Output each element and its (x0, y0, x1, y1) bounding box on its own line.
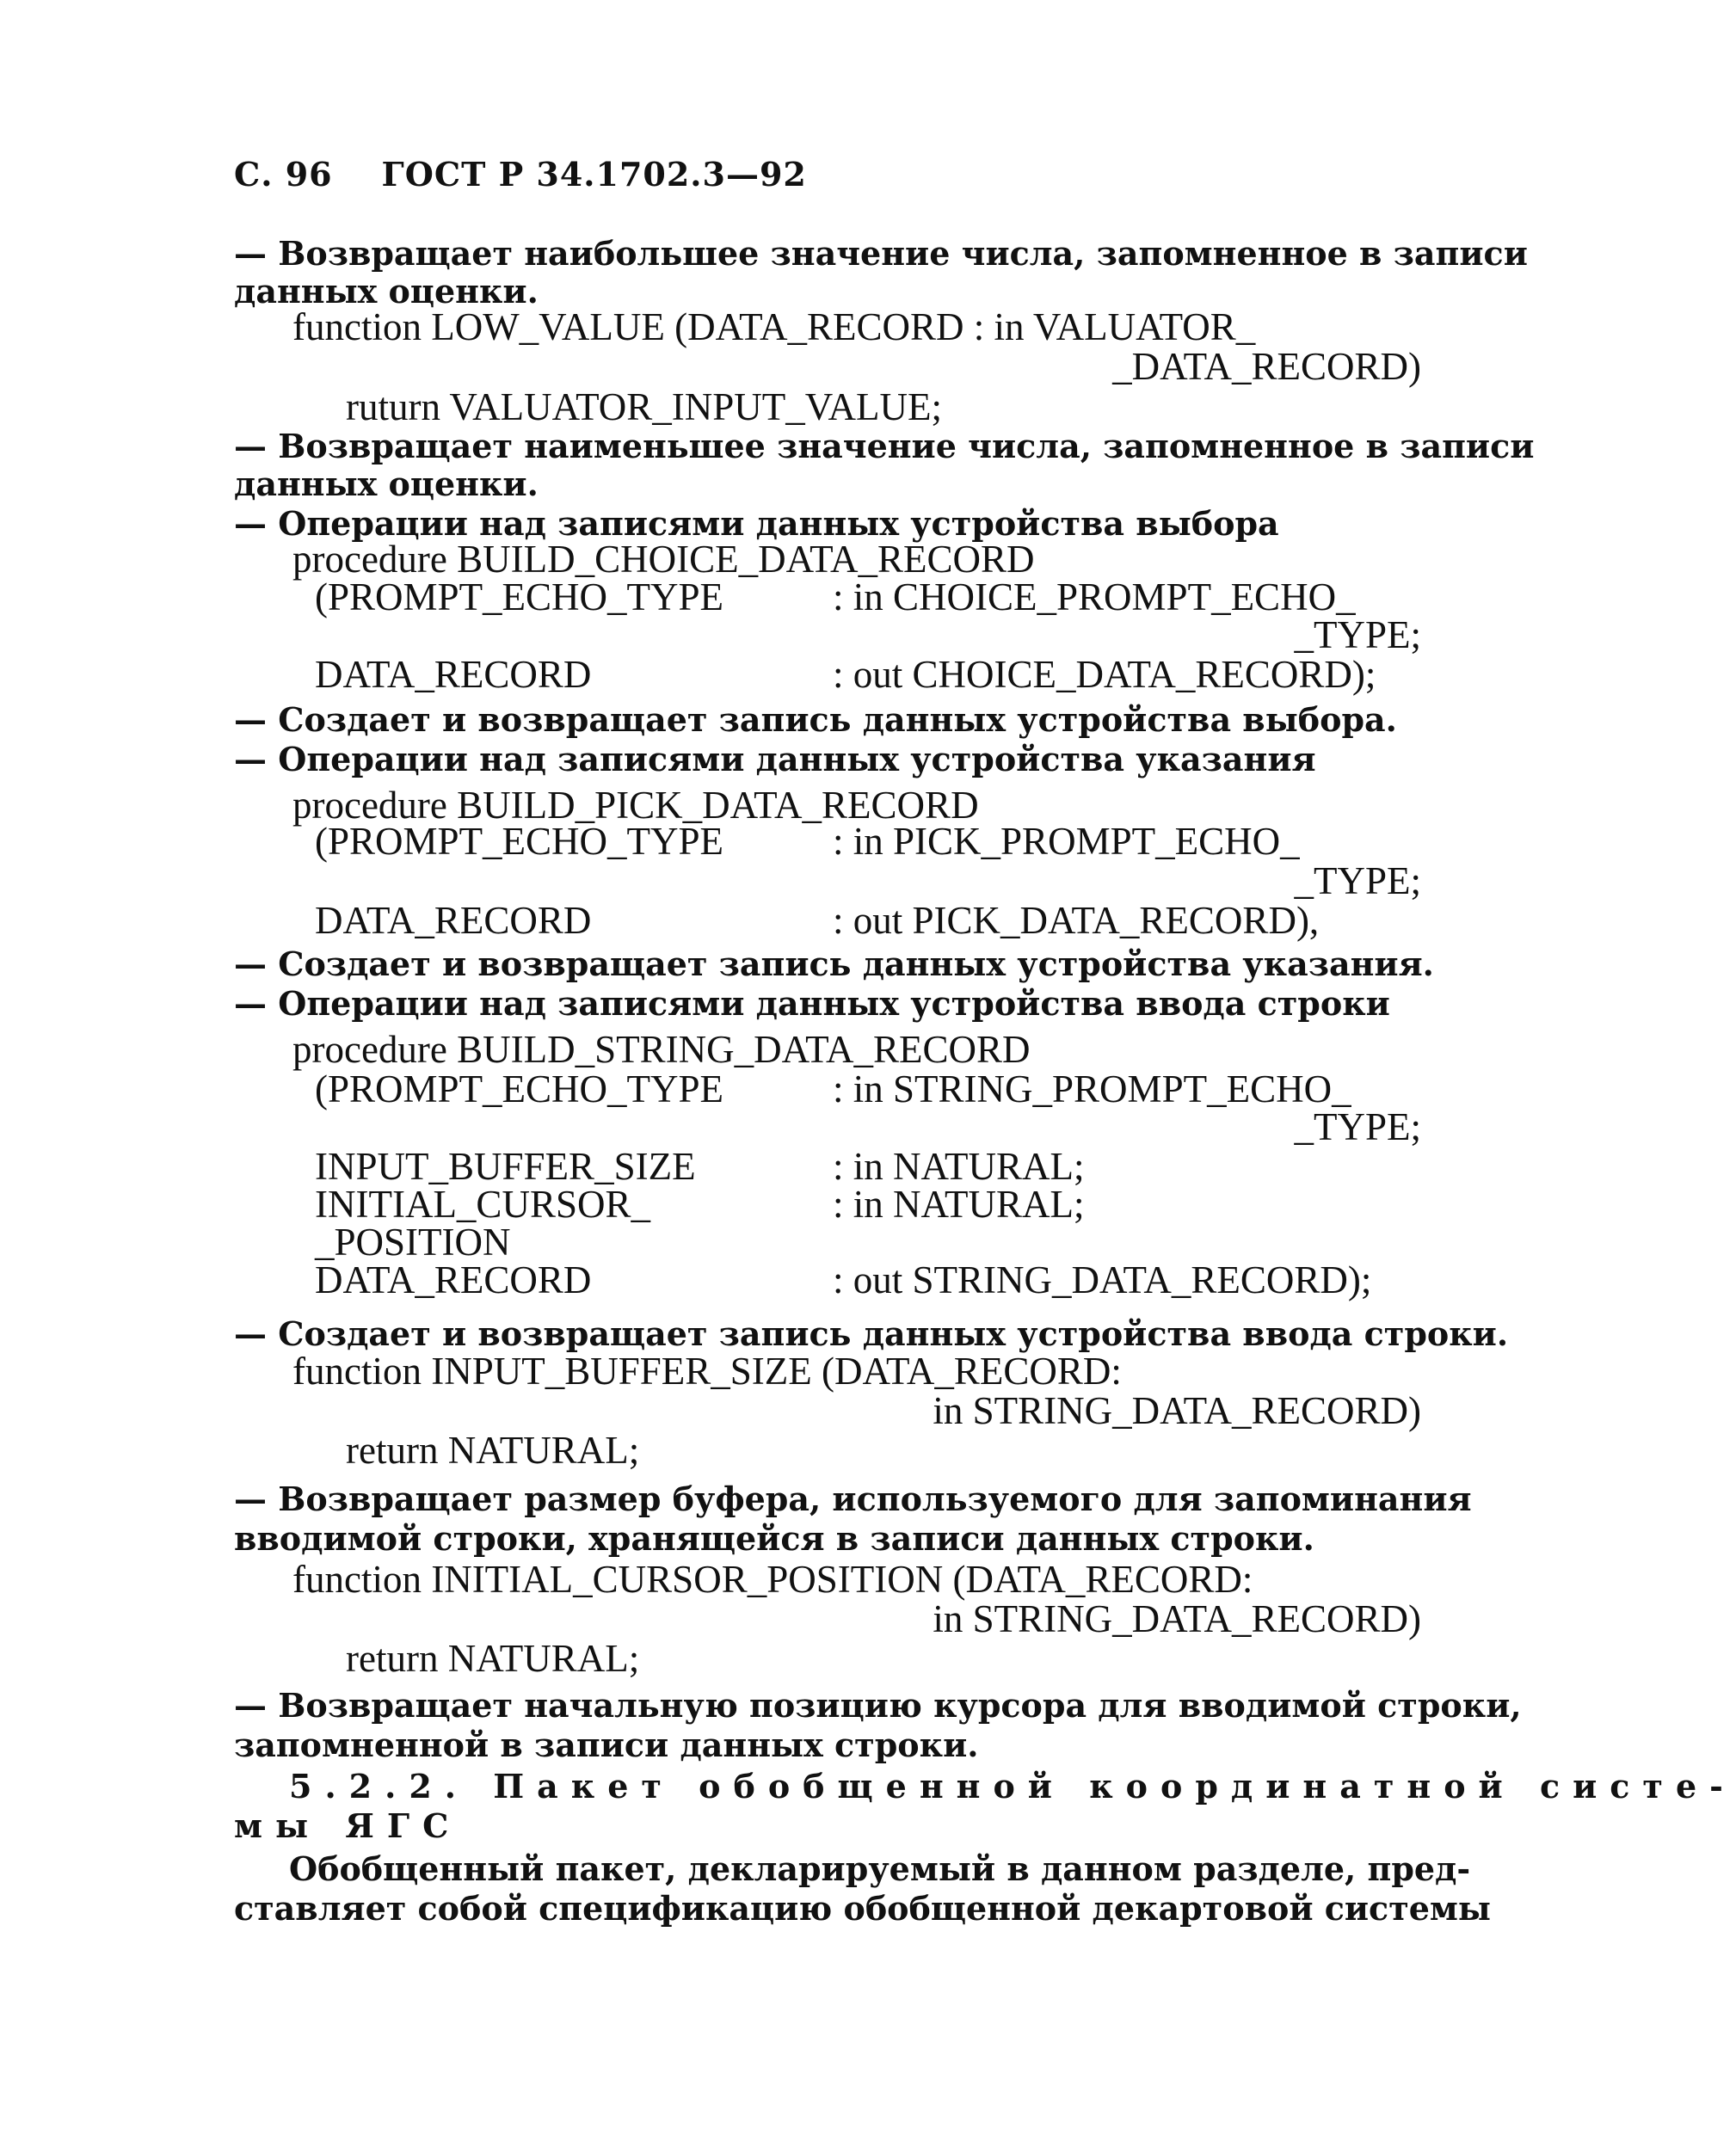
code-line: return NATURAL; (346, 1637, 640, 1680)
page-number: С. 96 (234, 155, 333, 194)
code-line: _TYPE; (1294, 859, 1421, 902)
code-line: INITIAL_CURSOR_ (315, 1183, 650, 1226)
code-line: : out CHOICE_DATA_RECORD); (833, 653, 1376, 696)
section-heading: 5.2.2. Пакет обобщенной координатной систе- (289, 1767, 1736, 1806)
code-line: : in NATURAL; (833, 1183, 1085, 1226)
code-line: INPUT_BUFFER_SIZE (315, 1145, 696, 1188)
text-line: данных оценки. (234, 464, 539, 503)
code-line: function LOW_VALUE (DATA_RECORD : in VALUATOR_ (292, 305, 1256, 348)
code-line: ruturn VALUATOR_INPUT_VALUE; (346, 385, 942, 428)
code-line: _POSITION (315, 1221, 511, 1264)
code-line: : in STRING_PROMPT_ECHO_ (833, 1067, 1351, 1110)
text-line: — Операции над записями данных устройства ввода строки (234, 984, 1390, 1023)
standard-designation: ГОСТ Р 34.1702.3—92 (381, 155, 807, 194)
code-line: : in PICK_PROMPT_ECHO_ (833, 820, 1300, 863)
code-line: : in NATURAL; (833, 1145, 1085, 1188)
text-line: Обобщенный пакет, декларируемый в данном разделе, пред- (289, 1849, 1471, 1888)
code-line: (PROMPT_ECHO_TYPE (315, 575, 724, 618)
code-line: return NATURAL; (346, 1429, 640, 1472)
code-line: in STRING_DATA_RECORD) (933, 1389, 1421, 1432)
code-line: DATA_RECORD (315, 653, 592, 696)
page-header (234, 155, 807, 194)
code-line: : out STRING_DATA_RECORD); (833, 1258, 1372, 1301)
text-line: — Возвращает наименьшее значение числа, запомненное в записи (234, 427, 1535, 465)
text-line: ставляет собой спецификацию обобщенной декартовой системы (234, 1889, 1492, 1928)
code-line: _DATA_RECORD) (1112, 345, 1421, 388)
code-line: procedure BUILD_CHOICE_DATA_RECORD (292, 538, 1035, 581)
text-line: — Возвращает размер буфера, используемого для запоминания (234, 1480, 1472, 1518)
code-line: (PROMPT_ECHO_TYPE (315, 1067, 724, 1110)
code-line: _TYPE; (1294, 1105, 1421, 1148)
code-line: DATA_RECORD (315, 899, 592, 942)
code-line: procedure BUILD_PICK_DATA_RECORD (292, 784, 979, 827)
text-line: — Создает и возвращает запись данных устройства выбора. (234, 700, 1397, 739)
code-line: function INITIAL_CURSOR_POSITION (DATA_RECORD: (292, 1558, 1253, 1601)
text-line: данных оценки. (234, 272, 539, 311)
code-line: in STRING_DATA_RECORD) (933, 1597, 1421, 1640)
code-line: : out PICK_DATA_RECORD), (833, 899, 1320, 942)
text-line: — Операции над записями данных устройства указания (234, 740, 1316, 778)
code-line: (PROMPT_ECHO_TYPE (315, 820, 724, 863)
code-line: _TYPE; (1294, 613, 1421, 656)
section-heading-continuation: мы ЯГС (234, 1806, 462, 1845)
text-line: — Операции над записями данных устройства выбора (234, 504, 1279, 543)
text-line: вводимой строки, хранящейся в записи данных строки. (234, 1519, 1314, 1558)
code-line: : in CHOICE_PROMPT_ECHO_ (833, 575, 1356, 618)
code-line: procedure BUILD_STRING_DATA_RECORD (292, 1028, 1031, 1071)
text-line: — Возвращает наибольшее значение числа, запомненное в записи (234, 234, 1528, 273)
text-line: — Создает и возвращает запись данных устройства ввода строки. (234, 1314, 1509, 1353)
text-line: запомненной в записи данных строки. (234, 1726, 979, 1764)
text-line: — Возвращает начальную позицию курсора для вводимой строки, (234, 1686, 1522, 1725)
code-line: DATA_RECORD (315, 1258, 592, 1301)
text-line: — Создает и возвращает запись данных устройства указания. (234, 944, 1434, 983)
code-line: function INPUT_BUFFER_SIZE (DATA_RECORD: (292, 1350, 1122, 1393)
